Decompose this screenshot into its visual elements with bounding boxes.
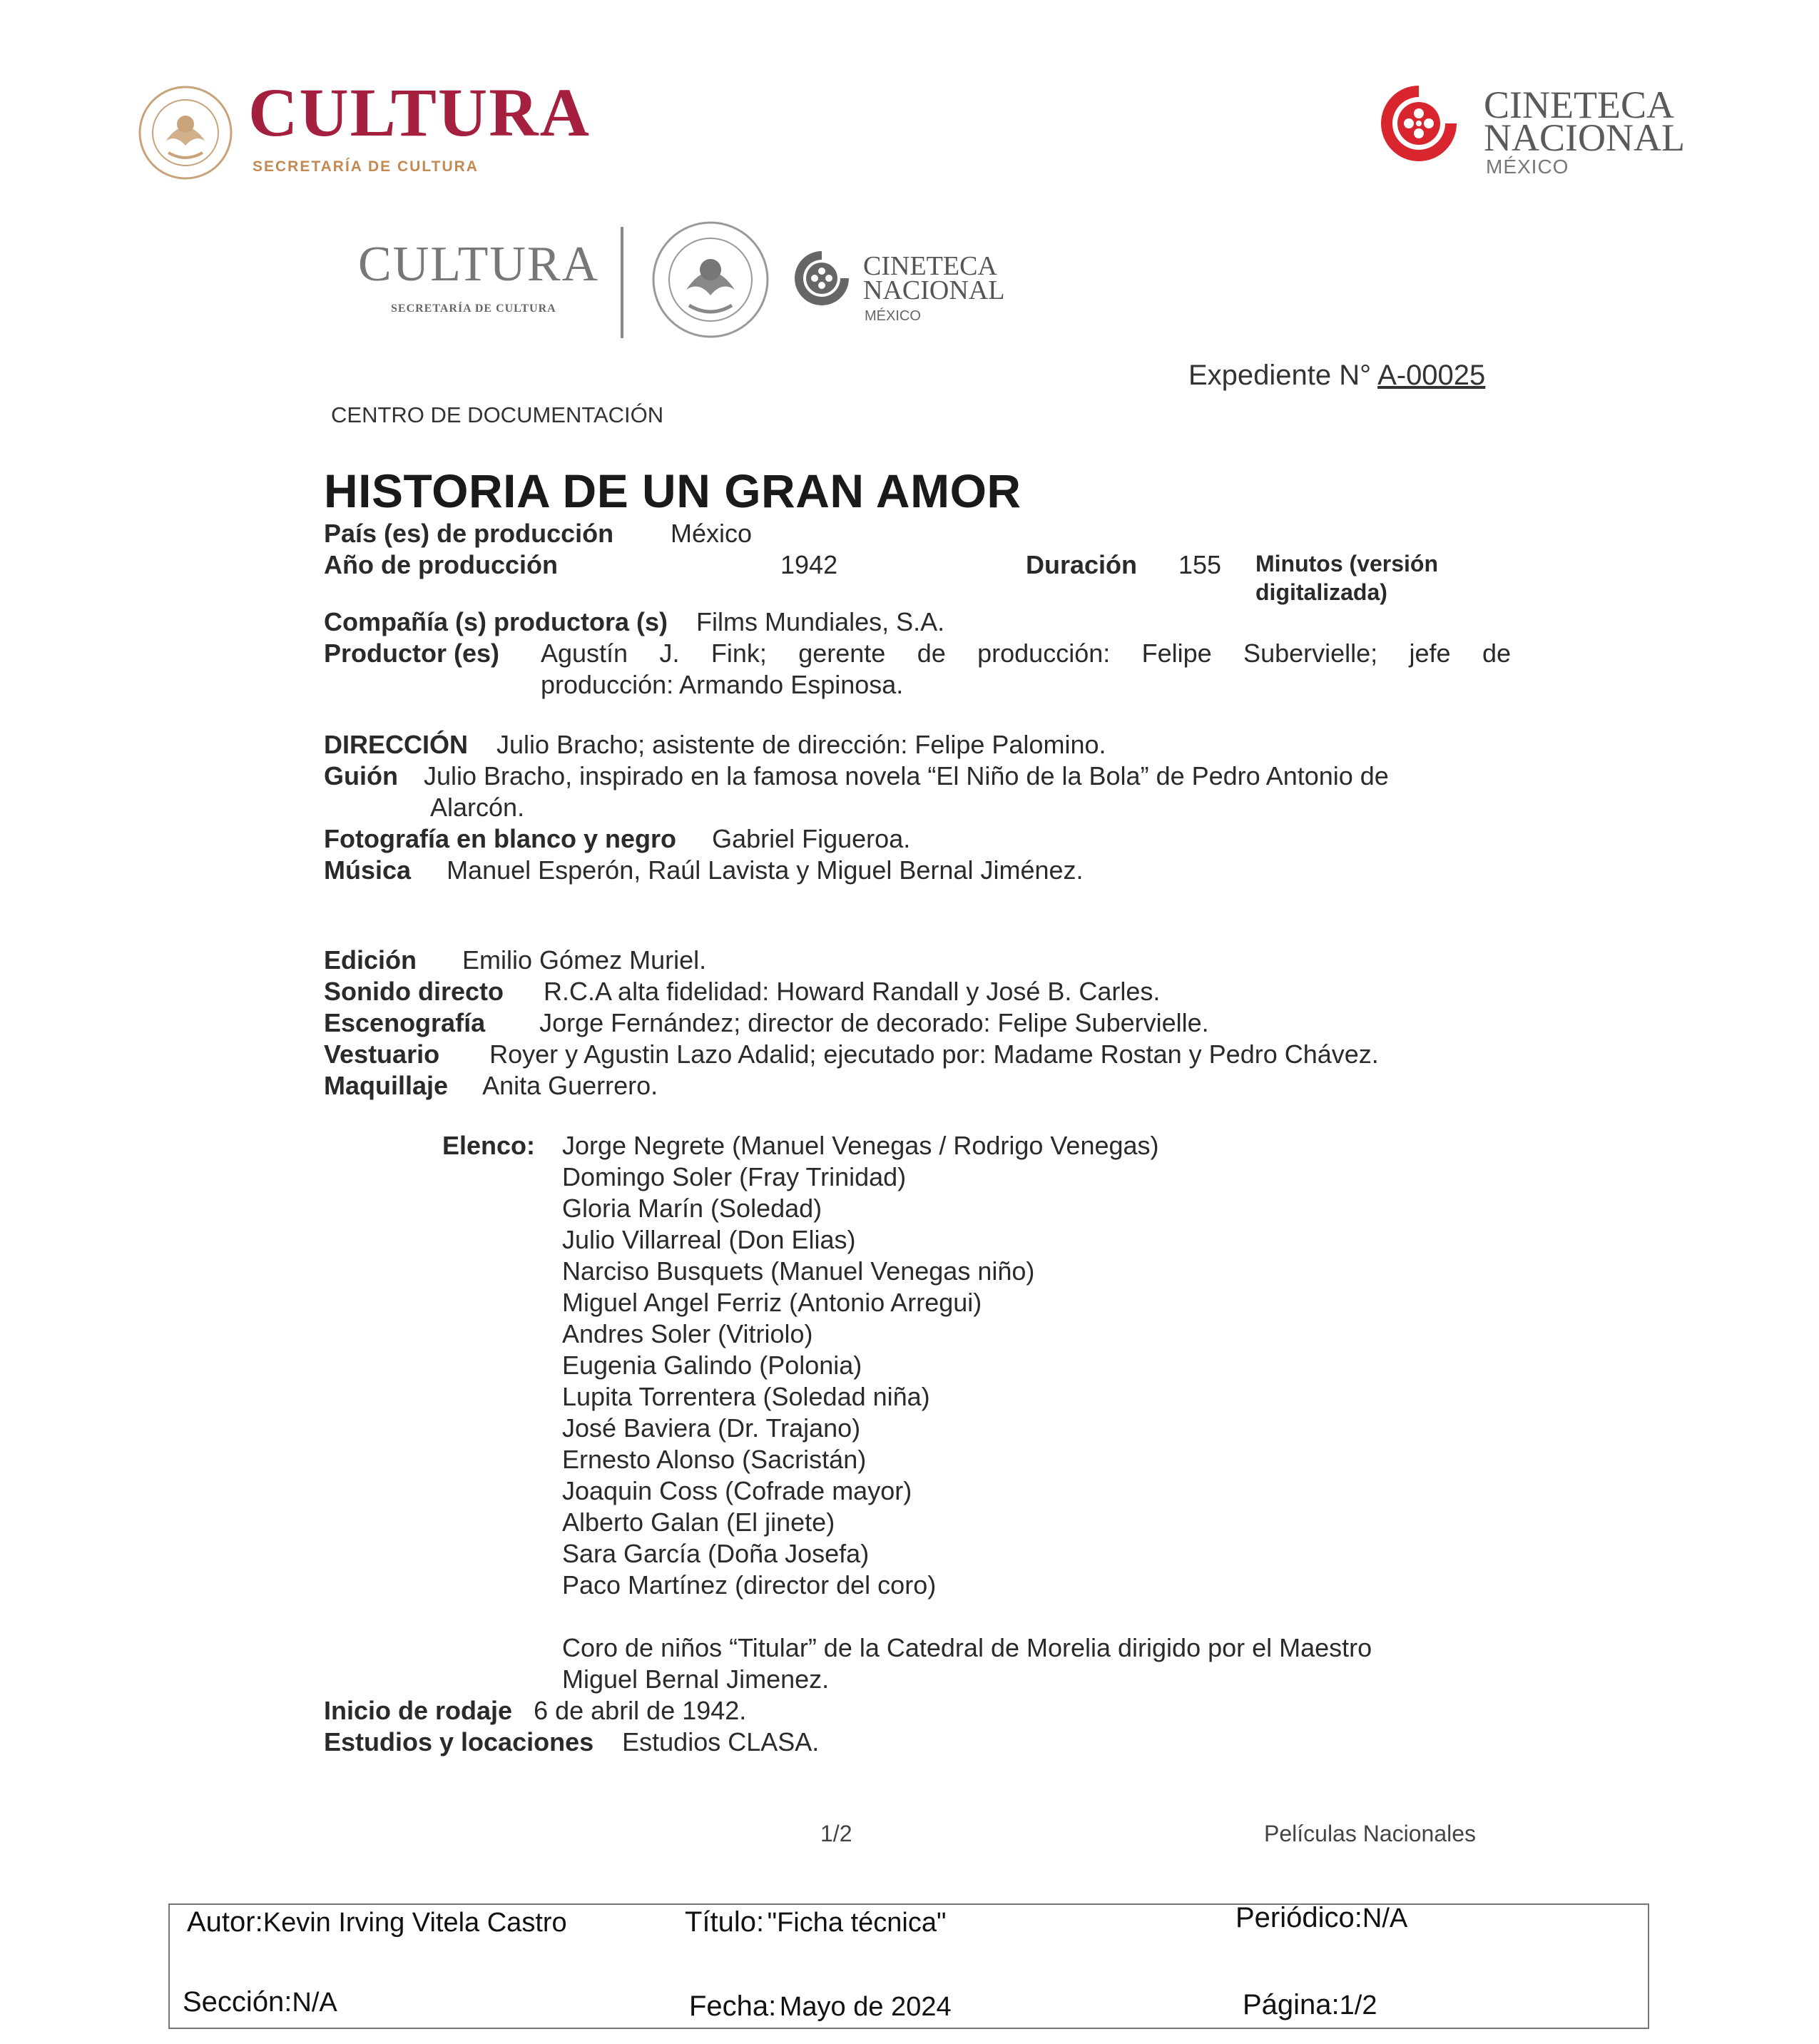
expediente-value: A-00025 — [1377, 360, 1486, 391]
titulo-field — [685, 1906, 946, 1938]
inicio-label: Inicio de rodaje — [324, 1696, 513, 1725]
periodico-field — [1235, 1902, 1407, 1934]
inicio-row — [324, 1695, 746, 1727]
fecha-field — [689, 1990, 952, 2023]
escenografia-label: Escenografía — [324, 1008, 486, 1037]
doc-cineteca-reel-icon — [792, 248, 852, 308]
escenografia-row — [324, 1007, 1209, 1039]
cineteca-reel-icon — [1377, 81, 1461, 166]
seccion-field — [183, 1986, 337, 2018]
expediente-label: Expediente N° — [1188, 360, 1372, 391]
list-item: Ernesto Alonso (Sacristán) — [562, 1445, 867, 1474]
productor-label: Productor (es) — [324, 639, 500, 668]
logo-divider — [621, 227, 623, 338]
list-item: Domingo Soler (Fray Trinidad) — [562, 1162, 907, 1191]
direccion-row — [324, 729, 1106, 761]
duracion-label: Duración — [1026, 550, 1138, 579]
productor-value-1: Agustín J. Fink; gerente de producción: Felipe Subervielle; jefe de — [541, 639, 1511, 668]
pagina-value: 1/2 — [1339, 1990, 1377, 2020]
duracion-unit — [1255, 549, 1438, 606]
list-item: Paco Martínez (director del coro) — [562, 1570, 937, 1600]
doc-cineteca-logo-text — [863, 251, 1005, 305]
anio-value: 1942 — [780, 550, 838, 579]
vestuario-value: Royer y Agustin Lazo Adalid; ejecutado por: Madame Rostan y Pedro Chávez. — [489, 1039, 1379, 1069]
mexico-seal-icon — [137, 84, 234, 181]
guion-value-1: Julio Bracho, inspirado en la famosa novela “El Niño de la Bola” de Pedro Antonio de — [424, 761, 1389, 790]
sonido-label: Sonido directo — [324, 977, 504, 1006]
productor-value-2: producción: Armando Espinosa. — [541, 670, 904, 699]
duracion-value: 155 — [1178, 550, 1222, 579]
sonido-value: R.C.A alta fidelidad: Howard Randall y José B. Carles. — [544, 977, 1161, 1006]
guion-value-2: Alarcón. — [430, 793, 525, 822]
anio-label: Año de producción — [324, 550, 558, 579]
duracion-unit-line2: digitalizada) — [1255, 579, 1387, 605]
doc-page-number: 1/2 — [820, 1821, 852, 1846]
compania-row — [324, 606, 944, 638]
fotografia-label: Fotografía en blanco y negro — [324, 824, 677, 853]
doc-cultura-logo-subtitle: SECRETARÍA DE CULTURA — [391, 302, 556, 315]
fotografia-row — [324, 823, 910, 855]
musica-label: Música — [324, 855, 412, 885]
periodico-label: Periódico: — [1235, 1902, 1362, 1933]
list-item: Alberto Galan (El jinete) — [562, 1507, 835, 1537]
musica-value: Manuel Esperón, Raúl Lavista y Miguel Bernal Jiménez. — [447, 855, 1084, 885]
titulo-label: Título: — [685, 1906, 765, 1938]
film-title: HISTORIA DE UN GRAN AMOR — [324, 464, 1021, 517]
autor-field — [187, 1906, 567, 1938]
cultura-logo-subtitle: SECRETARÍA DE CULTURA — [253, 158, 479, 175]
cineteca-logo-text — [1484, 83, 1685, 159]
direccion-label: DIRECCIÓN — [324, 730, 469, 759]
list-item: Joaquin Coss (Cofrade mayor) — [562, 1476, 912, 1505]
periodico-value: N/A — [1362, 1903, 1408, 1933]
pagina-field — [1243, 1989, 1377, 2021]
doc-cineteca-line2: NACIONAL — [863, 275, 1005, 305]
pagina-label: Página: — [1243, 1989, 1340, 2020]
edicion-value: Emilio Gómez Muriel. — [462, 945, 707, 975]
seccion-label: Sección: — [183, 1986, 292, 2018]
list-item: Sara García (Doña Josefa) — [562, 1539, 870, 1568]
pais-value: México — [671, 519, 753, 548]
seccion-value: N/A — [292, 1988, 337, 2018]
escenografia-value: Jorge Fernández; director de decorado: Felipe Subervielle. — [539, 1008, 1209, 1037]
guion-row — [324, 761, 1389, 792]
fotografia-value: Gabriel Figueroa. — [712, 824, 911, 853]
edicion-label: Edición — [324, 945, 417, 975]
elenco-label: Elenco: — [442, 1131, 536, 1160]
direccion-value: Julio Bracho; asistente de dirección: Felipe Palomino. — [496, 730, 1106, 759]
autor-value: Kevin Irving Vitela Castro — [263, 1908, 567, 1938]
estudios-value: Estudios CLASA. — [622, 1727, 820, 1756]
maquillaje-value: Anita Guerrero. — [482, 1071, 658, 1100]
estudios-label: Estudios y locaciones — [324, 1727, 594, 1756]
pais-label: País (es) de producción — [324, 519, 614, 548]
list-item: Jorge Negrete (Manuel Venegas / Rodrigo Venegas) — [562, 1131, 1159, 1160]
list-item: Miguel Angel Ferriz (Antonio Arregui) — [562, 1288, 982, 1317]
fecha-value: Mayo de 2024 — [779, 1992, 952, 2022]
doc-cultura-logo-text: CULTURA — [358, 237, 600, 292]
list-item: José Baviera (Dr. Trajano) — [562, 1413, 861, 1443]
list-item: Narciso Busquets (Manuel Venegas niño) — [562, 1256, 1035, 1286]
cineteca-line1: CINETECA — [1484, 83, 1674, 126]
doc-mexico-seal-icon — [651, 220, 770, 340]
edicion-row — [324, 945, 706, 976]
inicio-value: 6 de abril de 1942. — [534, 1696, 747, 1725]
estudios-row — [324, 1727, 819, 1758]
autor-label: Autor: — [187, 1906, 263, 1938]
compania-label: Compañía (s) productora (s) — [324, 607, 668, 636]
fecha-label: Fecha: — [689, 1990, 777, 2022]
expediente — [1188, 360, 1485, 392]
coro-line1: Coro de niños “Titular” de la Catedral de Morelia dirigido por el Maestro — [562, 1633, 1372, 1662]
cineteca-country: MÉXICO — [1486, 156, 1569, 178]
centro-documentacion: CENTRO DE DOCUMENTACIÓN — [331, 402, 664, 427]
guion-label: Guión — [324, 761, 398, 790]
pais-row — [324, 518, 613, 549]
coro-note — [562, 1632, 1372, 1695]
musica-row — [324, 855, 1084, 886]
sonido-row — [324, 976, 1160, 1007]
list-item: Eugenia Galindo (Polonia) — [562, 1351, 862, 1380]
list-item: Lupita Torrentera (Soledad niña) — [562, 1382, 930, 1411]
vestuario-row — [324, 1039, 1379, 1070]
list-item: Julio Villarreal (Don Elias) — [562, 1225, 856, 1254]
coro-line2: Miguel Bernal Jimenez. — [562, 1664, 830, 1694]
doc-cineteca-country: MÉXICO — [865, 308, 921, 324]
list-item: Andres Soler (Vitriolo) — [562, 1319, 813, 1348]
cineteca-line2: NACIONAL — [1484, 116, 1685, 159]
compania-value: Films Mundiales, S.A. — [696, 607, 945, 636]
maquillaje-label: Maquillaje — [324, 1071, 449, 1100]
elenco-list — [562, 1130, 1159, 1601]
collection-label: Películas Nacionales — [1264, 1821, 1477, 1846]
list-item: Gloria Marín (Soledad) — [562, 1194, 822, 1223]
maquillaje-row — [324, 1070, 658, 1102]
vestuario-label: Vestuario — [324, 1039, 440, 1069]
titulo-value: "Ficha técnica" — [767, 1908, 947, 1938]
cultura-logo-text: CULTURA — [248, 74, 591, 151]
doc-cineteca-line1: CINETECA — [863, 251, 997, 281]
duracion-unit-line1: Minutos (versión — [1255, 551, 1439, 576]
